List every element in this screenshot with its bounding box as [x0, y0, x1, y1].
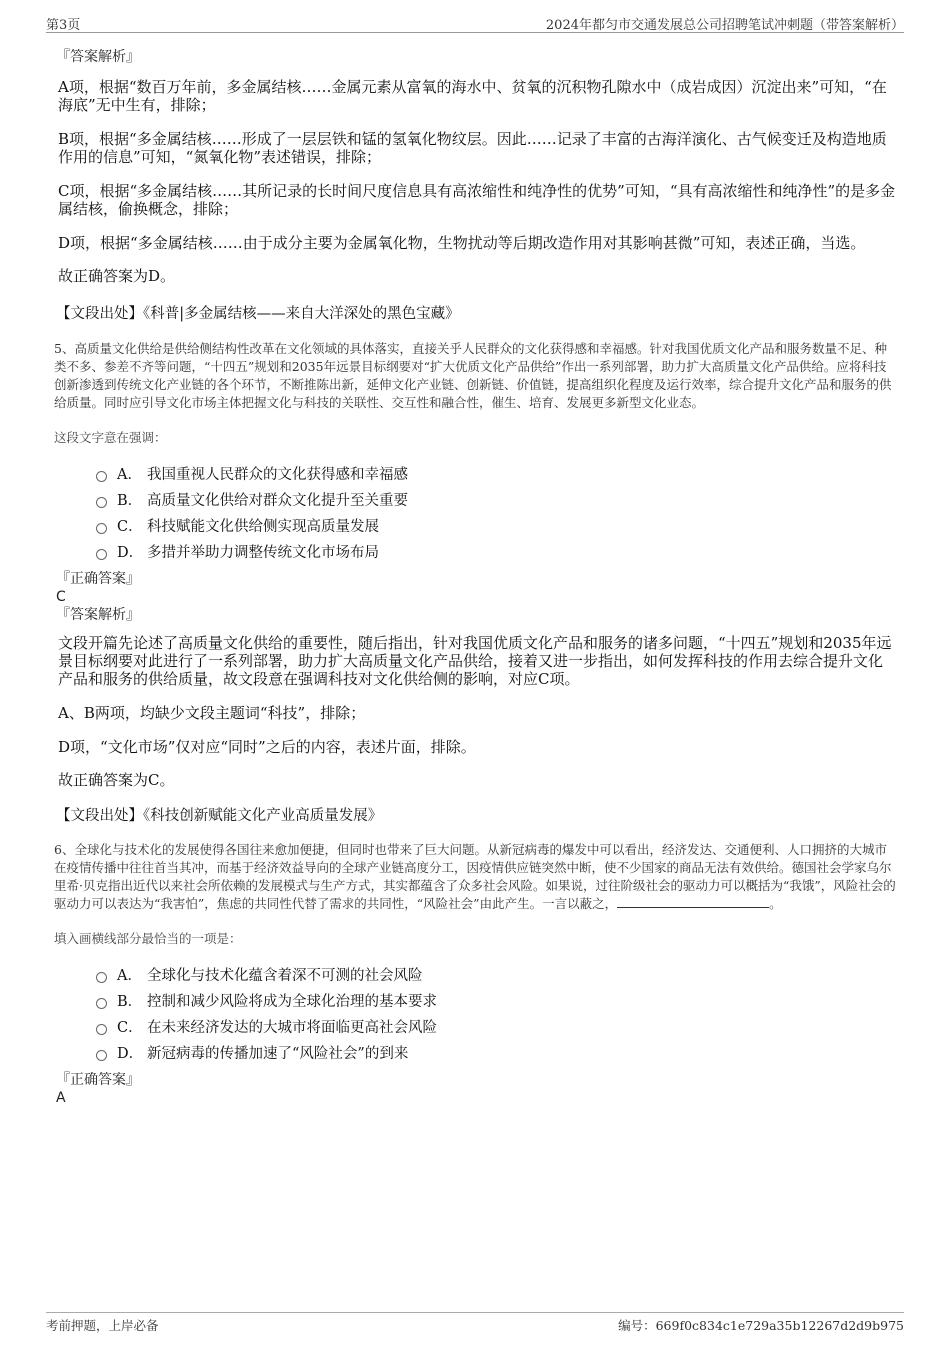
option-key: D．: [117, 1045, 144, 1062]
option-text: 在未来经济发达的大城市将面临更高社会风险: [147, 1019, 437, 1036]
radio-icon[interactable]: [96, 1024, 107, 1035]
page-footer: [46, 1312, 904, 1335]
page-number: 第3页: [46, 18, 81, 33]
radio-icon[interactable]: [96, 998, 107, 1009]
page-header: [46, 12, 904, 33]
q5-analysis-label: 『答案解析』: [56, 607, 140, 623]
q5-options: [96, 460, 896, 564]
q4-analysis-b: B项，根据“多金属结核……形成了一层层铁和锰的氢氧化物纹层。因此……记录了丰富的古海洋演化、古气候变迁及构造地质作用的信息”可知，“氮氧化物”表述错误，排除；: [58, 130, 887, 166]
q5-option-b[interactable]: [96, 486, 896, 512]
q5-prompt: 这段文字意在强调：: [54, 430, 167, 445]
option-key: B．: [117, 492, 143, 509]
radio-icon[interactable]: [96, 549, 107, 560]
q6-prompt: 填入画横线部分最恰当的一项是：: [54, 931, 242, 946]
radio-icon[interactable]: [96, 1050, 107, 1061]
radio-icon[interactable]: [96, 523, 107, 534]
document-id: 编号：669f0c834c1e729a35b12267d2d9b975: [618, 1318, 904, 1333]
q5-answer-label: 『正确答案』: [56, 571, 140, 587]
q5-option-c[interactable]: [96, 512, 896, 538]
q6-option-d[interactable]: [96, 1039, 896, 1065]
option-key: B．: [117, 993, 143, 1010]
q6-option-b[interactable]: [96, 987, 896, 1013]
q6-options: [96, 961, 896, 1065]
fill-blank: [617, 895, 769, 908]
option-text: 高质量文化供给对群众文化提升至关重要: [147, 492, 408, 509]
option-text: 科技赋能文化供给侧实现高质量发展: [147, 518, 379, 535]
q5-question: 5、高质量文化供给是供给侧结构性改革在文化领域的具体落实，直接关乎人民群众的文化获得感和幸福感。针对我国优质文化产品和服务数量不足、种类不多、参差不齐等问题，“十四五”规划和2035年远景目标纲要对“扩大优质文化产品供给”作出一系列部署，助力扩大高质量文化产品供给。应将科技创新渗透到传统文化产业链的各个环节，不断推陈出新，延伸文化产业链、创新链、价值链，提高组织化程度及运行效率，综合提升文化产品和服务的供给质量。同时应引导文化市场主体把握文化与科技的关联性、交互性和融合性，催生、培育、发展更多新型文化业态。: [54, 341, 892, 410]
q6-question-text: 6、全球化与技术化的发展使得各国往来愈加便捷，但同时也带来了巨大问题。从新冠病毒的爆发中可以看出，经济发达、交通便利、人口拥挤的大城市在疫情传播中往往首当其冲，而基于经济效益导向的全球产业链高度分工，因疫情供应链突然中断，使不少国家的商品无法有效供给。德国社会学家乌尔里希·贝克指出近代以来社会所依赖的发展模式与生产方式，其实都蕴含了众多社会风险。如果说，过往阶级社会的驱动力可以概括为“我饿”，风险社会的驱动力可以表达为“我害怕”，焦虑的共同性代替了需求的共同性，“风险社会”由此产生。一言以蔽之，: [54, 842, 896, 911]
option-key: D．: [117, 544, 144, 561]
q5-conclusion: 故正确答案为C。: [58, 771, 175, 789]
radio-icon[interactable]: [96, 972, 107, 983]
q6-answer-label: 『正确答案』: [56, 1072, 140, 1088]
q5-analysis-d: D项，“文化市场”仅对应“同时”之后的内容，表述片面，排除。: [58, 738, 476, 756]
option-key: C．: [117, 518, 143, 535]
page-content: [56, 48, 896, 1107]
q5-analysis-ab: A、B两项，均缺少文段主题词“科技”，排除；: [58, 704, 366, 722]
q6-question: [54, 841, 896, 913]
q5-answer: C: [56, 589, 66, 605]
option-key: C．: [117, 1019, 143, 1036]
radio-icon[interactable]: [96, 471, 107, 482]
q6-option-a[interactable]: [96, 961, 896, 987]
q4-analysis-d: D项，根据“多金属结核……由于成分主要为金属氧化物，生物扰动等后期改造作用对其影响甚微”可知，表述正确，当选。: [58, 234, 866, 252]
radio-icon[interactable]: [96, 497, 107, 508]
q4-analysis-a: A项，根据“数百万年前，多金属结核……金属元素从富氧的海水中、贫氧的沉积物孔隙水中（成岩成因）沉淀出来”可知，“在海底”无中生有，排除；: [58, 78, 887, 114]
option-text: 我国重视人民群众的文化获得感和幸福感: [147, 466, 408, 483]
option-key: A．: [117, 967, 142, 984]
q5-option-d[interactable]: [96, 538, 896, 564]
q6-option-c[interactable]: [96, 1013, 896, 1039]
option-text: 全球化与技术化蕴含着深不可测的社会风险: [147, 967, 423, 984]
q4-source: 【文段出处】《科普|多金属结核——来自大洋深处的黑色宝藏》: [56, 306, 460, 322]
option-text: 多措并举助力调整传统文化市场布局: [147, 544, 379, 561]
option-key: A．: [117, 466, 142, 483]
q4-analysis-c: C项，根据“多金属结核……其所记录的长时间尺度信息具有高浓缩性和纯净性的优势”可知，“具有高浓缩性和纯净性”的是多金属结核，偷换概念，排除；: [58, 182, 896, 218]
q6-question-end: 。: [769, 896, 782, 911]
q4-conclusion: 故正确答案为D。: [58, 267, 176, 285]
q5-source: 【文段出处】《科技创新赋能文化产业高质量发展》: [56, 808, 383, 824]
option-text: 新冠病毒的传播加速了“风险社会”的到来: [147, 1045, 409, 1062]
q5-analysis-main: 文段开篇先论述了高质量文化供给的重要性，随后指出，针对我国优质文化产品和服务的诸多问题，“十四五”规划和2035年远景目标纲要对此进行了一系列部署，助力扩大高质量文化产品供给，接着又进一步指出，如何发挥科技的作用去综合提升文化产品和服务的供给质量，故文段意在强调科技对文化供给侧的影响，对应C项。: [58, 634, 892, 688]
footer-slogan: 考前押题，上岸必备: [46, 1318, 159, 1333]
q6-answer: A: [56, 1090, 66, 1106]
option-text: 控制和减少风险将成为全球化治理的基本要求: [147, 993, 437, 1010]
document-title: 2024年都匀市交通发展总公司招聘笔试冲刺题（带答案解析）: [545, 18, 904, 33]
q5-option-a[interactable]: [96, 460, 896, 486]
q4-analysis-label: 『答案解析』: [56, 49, 140, 65]
